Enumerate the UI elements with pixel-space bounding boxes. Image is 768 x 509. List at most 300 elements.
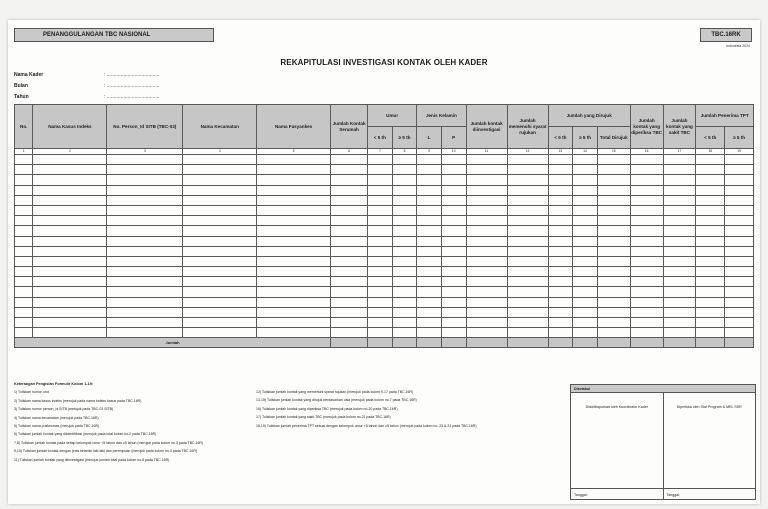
sum-cell[interactable]: [368, 338, 393, 348]
table-cell[interactable]: [107, 175, 183, 185]
table-cell[interactable]: [107, 155, 183, 165]
table-cell[interactable]: [368, 226, 393, 236]
table-cell[interactable]: [392, 277, 417, 287]
table-cell[interactable]: [573, 277, 598, 287]
table-cell[interactable]: [368, 175, 393, 185]
table-cell[interactable]: [507, 236, 548, 246]
sum-cell[interactable]: [725, 338, 754, 348]
table-cell[interactable]: [507, 287, 548, 297]
table-cell[interactable]: [466, 318, 507, 328]
table-cell[interactable]: [663, 246, 696, 256]
table-cell[interactable]: [696, 175, 725, 185]
table-cell[interactable]: [466, 267, 507, 277]
table-cell[interactable]: [368, 287, 393, 297]
table-cell[interactable]: [725, 155, 754, 165]
table-cell[interactable]: [725, 175, 754, 185]
table-cell[interactable]: [630, 277, 663, 287]
table-cell[interactable]: [507, 185, 548, 195]
table-cell[interactable]: [33, 328, 107, 338]
table-cell[interactable]: [466, 307, 507, 317]
table-cell[interactable]: [696, 297, 725, 307]
table-cell[interactable]: [331, 318, 368, 328]
table-cell[interactable]: [368, 256, 393, 266]
table-cell[interactable]: [630, 195, 663, 205]
table-cell[interactable]: [368, 307, 393, 317]
table-cell[interactable]: [183, 328, 257, 338]
table-cell[interactable]: [183, 287, 257, 297]
table-cell[interactable]: [630, 216, 663, 226]
table-cell[interactable]: [417, 155, 442, 165]
table-cell[interactable]: [368, 185, 393, 195]
table-cell[interactable]: [573, 307, 598, 317]
table-cell[interactable]: [466, 185, 507, 195]
table-cell[interactable]: [33, 318, 107, 328]
table-cell[interactable]: [257, 205, 331, 215]
table-cell[interactable]: [630, 307, 663, 317]
table-cell[interactable]: [663, 216, 696, 226]
table-cell[interactable]: [417, 246, 442, 256]
table-cell[interactable]: [696, 205, 725, 215]
table-cell[interactable]: [183, 297, 257, 307]
table-cell[interactable]: [507, 246, 548, 256]
table-cell[interactable]: [33, 256, 107, 266]
table-cell[interactable]: [392, 216, 417, 226]
table-cell[interactable]: [507, 307, 548, 317]
table-cell[interactable]: [368, 195, 393, 205]
table-cell[interactable]: [573, 256, 598, 266]
table-cell[interactable]: [107, 216, 183, 226]
table-cell[interactable]: [597, 318, 630, 328]
table-cell[interactable]: [507, 297, 548, 307]
table-cell[interactable]: [183, 165, 257, 175]
table-cell[interactable]: [573, 165, 598, 175]
signature-coordinator[interactable]: [571, 393, 663, 499]
table-cell[interactable]: [725, 277, 754, 287]
table-cell[interactable]: [441, 226, 466, 236]
table-cell[interactable]: [466, 195, 507, 205]
table-cell[interactable]: [107, 267, 183, 277]
table-cell[interactable]: [725, 287, 754, 297]
table-cell[interactable]: [417, 297, 442, 307]
table-cell[interactable]: [466, 155, 507, 165]
table-cell[interactable]: [392, 226, 417, 236]
table-cell[interactable]: [597, 165, 630, 175]
table-cell[interactable]: [368, 297, 393, 307]
table-cell[interactable]: [597, 216, 630, 226]
table-cell[interactable]: [573, 246, 598, 256]
table-cell[interactable]: [507, 205, 548, 215]
table-cell[interactable]: [15, 175, 33, 185]
table-cell[interactable]: [15, 155, 33, 165]
table-cell[interactable]: [630, 328, 663, 338]
table-cell[interactable]: [441, 236, 466, 246]
table-cell[interactable]: [331, 216, 368, 226]
table-cell[interactable]: [507, 155, 548, 165]
table-cell[interactable]: [331, 328, 368, 338]
table-cell[interactable]: [466, 216, 507, 226]
table-cell[interactable]: [331, 165, 368, 175]
table-cell[interactable]: [441, 165, 466, 175]
table-cell[interactable]: [696, 226, 725, 236]
table-cell[interactable]: [417, 216, 442, 226]
table-cell[interactable]: [392, 175, 417, 185]
table-cell[interactable]: [663, 175, 696, 185]
table-cell[interactable]: [33, 185, 107, 195]
table-cell[interactable]: [15, 277, 33, 287]
table-cell[interactable]: [507, 277, 548, 287]
table-cell[interactable]: [548, 175, 573, 185]
table-cell[interactable]: [573, 155, 598, 165]
table-cell[interactable]: [441, 297, 466, 307]
table-cell[interactable]: [696, 216, 725, 226]
table-cell[interactable]: [548, 277, 573, 287]
table-cell[interactable]: [392, 256, 417, 266]
table-cell[interactable]: [573, 216, 598, 226]
table-cell[interactable]: [696, 256, 725, 266]
table-cell[interactable]: [548, 185, 573, 195]
table-cell[interactable]: [331, 256, 368, 266]
table-cell[interactable]: [663, 277, 696, 287]
table-cell[interactable]: [392, 328, 417, 338]
table-cell[interactable]: [725, 256, 754, 266]
table-cell[interactable]: [15, 246, 33, 256]
table-cell[interactable]: [15, 328, 33, 338]
table-cell[interactable]: [466, 297, 507, 307]
table-cell[interactable]: [548, 226, 573, 236]
sum-cell[interactable]: [663, 338, 696, 348]
table-cell[interactable]: [573, 185, 598, 195]
table-cell[interactable]: [630, 226, 663, 236]
table-cell[interactable]: [725, 185, 754, 195]
table-cell[interactable]: [417, 267, 442, 277]
table-cell[interactable]: [725, 195, 754, 205]
table-cell[interactable]: [107, 236, 183, 246]
table-cell[interactable]: [257, 236, 331, 246]
table-cell[interactable]: [417, 236, 442, 246]
table-cell[interactable]: [368, 165, 393, 175]
table-cell[interactable]: [441, 216, 466, 226]
table-cell[interactable]: [257, 226, 331, 236]
table-cell[interactable]: [331, 205, 368, 215]
signature-staff[interactable]: [663, 393, 756, 499]
table-cell[interactable]: [696, 287, 725, 297]
table-cell[interactable]: [331, 277, 368, 287]
table-cell[interactable]: [441, 256, 466, 266]
table-cell[interactable]: [33, 297, 107, 307]
table-cell[interactable]: [663, 205, 696, 215]
table-cell[interactable]: [33, 236, 107, 246]
table-cell[interactable]: [368, 155, 393, 165]
table-cell[interactable]: [466, 205, 507, 215]
table-cell[interactable]: [331, 297, 368, 307]
table-cell[interactable]: [392, 205, 417, 215]
sum-cell[interactable]: [466, 338, 507, 348]
table-cell[interactable]: [392, 297, 417, 307]
table-cell[interactable]: [15, 226, 33, 236]
table-cell[interactable]: [696, 246, 725, 256]
table-cell[interactable]: [257, 328, 331, 338]
table-cell[interactable]: [696, 307, 725, 317]
table-cell[interactable]: [696, 236, 725, 246]
table-cell[interactable]: [15, 267, 33, 277]
sum-cell[interactable]: [417, 338, 442, 348]
table-cell[interactable]: [441, 287, 466, 297]
table-cell[interactable]: [573, 287, 598, 297]
table-cell[interactable]: [663, 185, 696, 195]
table-cell[interactable]: [466, 175, 507, 185]
table-cell[interactable]: [33, 226, 107, 236]
table-cell[interactable]: [417, 307, 442, 317]
table-cell[interactable]: [548, 307, 573, 317]
table-cell[interactable]: [331, 155, 368, 165]
table-cell[interactable]: [548, 236, 573, 246]
table-cell[interactable]: [573, 195, 598, 205]
sum-cell[interactable]: [548, 338, 573, 348]
table-cell[interactable]: [257, 155, 331, 165]
table-cell[interactable]: [597, 195, 630, 205]
table-cell[interactable]: [183, 226, 257, 236]
table-cell[interactable]: [630, 175, 663, 185]
table-cell[interactable]: [466, 256, 507, 266]
table-cell[interactable]: [696, 165, 725, 175]
sum-cell[interactable]: [597, 338, 630, 348]
table-cell[interactable]: [696, 318, 725, 328]
table-cell[interactable]: [597, 287, 630, 297]
table-cell[interactable]: [183, 267, 257, 277]
table-cell[interactable]: [630, 267, 663, 277]
table-cell[interactable]: [183, 256, 257, 266]
table-cell[interactable]: [507, 226, 548, 236]
table-cell[interactable]: [441, 175, 466, 185]
table-cell[interactable]: [33, 155, 107, 165]
table-cell[interactable]: [663, 165, 696, 175]
table-cell[interactable]: [107, 318, 183, 328]
table-cell[interactable]: [725, 318, 754, 328]
table-cell[interactable]: [15, 287, 33, 297]
table-cell[interactable]: [392, 318, 417, 328]
table-cell[interactable]: [630, 246, 663, 256]
table-cell[interactable]: [548, 195, 573, 205]
table-cell[interactable]: [573, 236, 598, 246]
table-cell[interactable]: [441, 267, 466, 277]
meta-value[interactable]: : ......................................: [104, 94, 160, 100]
table-cell[interactable]: [33, 216, 107, 226]
table-cell[interactable]: [183, 175, 257, 185]
table-cell[interactable]: [417, 277, 442, 287]
table-cell[interactable]: [725, 328, 754, 338]
table-cell[interactable]: [507, 328, 548, 338]
table-cell[interactable]: [183, 216, 257, 226]
table-cell[interactable]: [417, 175, 442, 185]
table-cell[interactable]: [417, 226, 442, 236]
table-cell[interactable]: [573, 267, 598, 277]
table-cell[interactable]: [417, 205, 442, 215]
table-cell[interactable]: [15, 165, 33, 175]
table-cell[interactable]: [368, 277, 393, 287]
table-cell[interactable]: [630, 297, 663, 307]
table-cell[interactable]: [15, 297, 33, 307]
table-cell[interactable]: [183, 246, 257, 256]
table-cell[interactable]: [33, 246, 107, 256]
table-cell[interactable]: [548, 256, 573, 266]
table-cell[interactable]: [663, 328, 696, 338]
table-cell[interactable]: [466, 165, 507, 175]
table-cell[interactable]: [33, 195, 107, 205]
table-cell[interactable]: [368, 205, 393, 215]
table-cell[interactable]: [663, 287, 696, 297]
table-cell[interactable]: [183, 307, 257, 317]
table-cell[interactable]: [548, 246, 573, 256]
table-cell[interactable]: [663, 155, 696, 165]
table-cell[interactable]: [725, 205, 754, 215]
table-cell[interactable]: [573, 205, 598, 215]
table-cell[interactable]: [107, 277, 183, 287]
table-cell[interactable]: [597, 267, 630, 277]
table-cell[interactable]: [548, 318, 573, 328]
table-cell[interactable]: [597, 297, 630, 307]
table-cell[interactable]: [507, 216, 548, 226]
table-cell[interactable]: [725, 226, 754, 236]
table-cell[interactable]: [441, 185, 466, 195]
table-cell[interactable]: [725, 307, 754, 317]
table-cell[interactable]: [597, 175, 630, 185]
table-cell[interactable]: [392, 195, 417, 205]
table-cell[interactable]: [725, 236, 754, 246]
table-cell[interactable]: [507, 318, 548, 328]
table-cell[interactable]: [597, 277, 630, 287]
table-cell[interactable]: [441, 277, 466, 287]
table-cell[interactable]: [331, 236, 368, 246]
table-cell[interactable]: [257, 287, 331, 297]
table-cell[interactable]: [597, 205, 630, 215]
table-cell[interactable]: [725, 267, 754, 277]
table-cell[interactable]: [573, 175, 598, 185]
table-cell[interactable]: [696, 267, 725, 277]
table-cell[interactable]: [183, 236, 257, 246]
table-cell[interactable]: [597, 246, 630, 256]
table-cell[interactable]: [597, 236, 630, 246]
table-cell[interactable]: [257, 256, 331, 266]
table-cell[interactable]: [257, 165, 331, 175]
table-cell[interactable]: [597, 256, 630, 266]
table-cell[interactable]: [257, 246, 331, 256]
table-cell[interactable]: [441, 246, 466, 256]
table-cell[interactable]: [663, 307, 696, 317]
table-cell[interactable]: [15, 307, 33, 317]
table-cell[interactable]: [696, 185, 725, 195]
table-cell[interactable]: [33, 175, 107, 185]
table-cell[interactable]: [107, 185, 183, 195]
table-cell[interactable]: [257, 307, 331, 317]
table-cell[interactable]: [392, 287, 417, 297]
table-cell[interactable]: [548, 297, 573, 307]
table-cell[interactable]: [107, 287, 183, 297]
table-cell[interactable]: [548, 155, 573, 165]
sum-cell[interactable]: [630, 338, 663, 348]
table-cell[interactable]: [630, 155, 663, 165]
table-cell[interactable]: [107, 226, 183, 236]
table-cell[interactable]: [183, 185, 257, 195]
table-cell[interactable]: [331, 226, 368, 236]
table-cell[interactable]: [548, 287, 573, 297]
table-cell[interactable]: [663, 226, 696, 236]
table-cell[interactable]: [417, 185, 442, 195]
table-cell[interactable]: [725, 297, 754, 307]
table-cell[interactable]: [573, 226, 598, 236]
table-cell[interactable]: [466, 246, 507, 256]
table-cell[interactable]: [331, 185, 368, 195]
table-cell[interactable]: [331, 267, 368, 277]
table-cell[interactable]: [597, 307, 630, 317]
table-cell[interactable]: [441, 205, 466, 215]
table-cell[interactable]: [725, 246, 754, 256]
table-cell[interactable]: [417, 256, 442, 266]
table-cell[interactable]: [548, 267, 573, 277]
sum-cell[interactable]: [392, 338, 417, 348]
meta-value[interactable]: : ......................................: [104, 72, 160, 78]
table-cell[interactable]: [392, 267, 417, 277]
table-cell[interactable]: [368, 216, 393, 226]
table-cell[interactable]: [15, 205, 33, 215]
table-cell[interactable]: [507, 195, 548, 205]
table-cell[interactable]: [392, 236, 417, 246]
table-cell[interactable]: [15, 256, 33, 266]
table-cell[interactable]: [392, 155, 417, 165]
table-cell[interactable]: [441, 195, 466, 205]
table-cell[interactable]: [183, 318, 257, 328]
table-cell[interactable]: [331, 287, 368, 297]
table-cell[interactable]: [33, 165, 107, 175]
table-cell[interactable]: [441, 307, 466, 317]
table-cell[interactable]: [331, 307, 368, 317]
table-cell[interactable]: [257, 185, 331, 195]
table-cell[interactable]: [368, 328, 393, 338]
table-cell[interactable]: [107, 165, 183, 175]
table-cell[interactable]: [441, 328, 466, 338]
table-cell[interactable]: [107, 246, 183, 256]
table-cell[interactable]: [597, 328, 630, 338]
table-cell[interactable]: [696, 277, 725, 287]
table-cell[interactable]: [597, 226, 630, 236]
table-cell[interactable]: [183, 195, 257, 205]
sum-cell[interactable]: [507, 338, 548, 348]
table-cell[interactable]: [466, 328, 507, 338]
table-cell[interactable]: [183, 155, 257, 165]
table-cell[interactable]: [466, 287, 507, 297]
table-cell[interactable]: [257, 175, 331, 185]
table-cell[interactable]: [368, 267, 393, 277]
table-cell[interactable]: [257, 216, 331, 226]
sum-cell[interactable]: [441, 338, 466, 348]
table-cell[interactable]: [331, 175, 368, 185]
table-cell[interactable]: [597, 155, 630, 165]
table-cell[interactable]: [257, 195, 331, 205]
table-cell[interactable]: [417, 318, 442, 328]
table-cell[interactable]: [725, 216, 754, 226]
meta-value[interactable]: : ......................................: [104, 83, 160, 89]
table-cell[interactable]: [15, 195, 33, 205]
table-cell[interactable]: [257, 277, 331, 287]
table-cell[interactable]: [466, 277, 507, 287]
table-cell[interactable]: [183, 205, 257, 215]
table-cell[interactable]: [548, 216, 573, 226]
table-cell[interactable]: [630, 287, 663, 297]
table-cell[interactable]: [392, 165, 417, 175]
sum-cell[interactable]: [331, 338, 368, 348]
table-cell[interactable]: [368, 246, 393, 256]
table-cell[interactable]: [663, 267, 696, 277]
table-cell[interactable]: [368, 236, 393, 246]
